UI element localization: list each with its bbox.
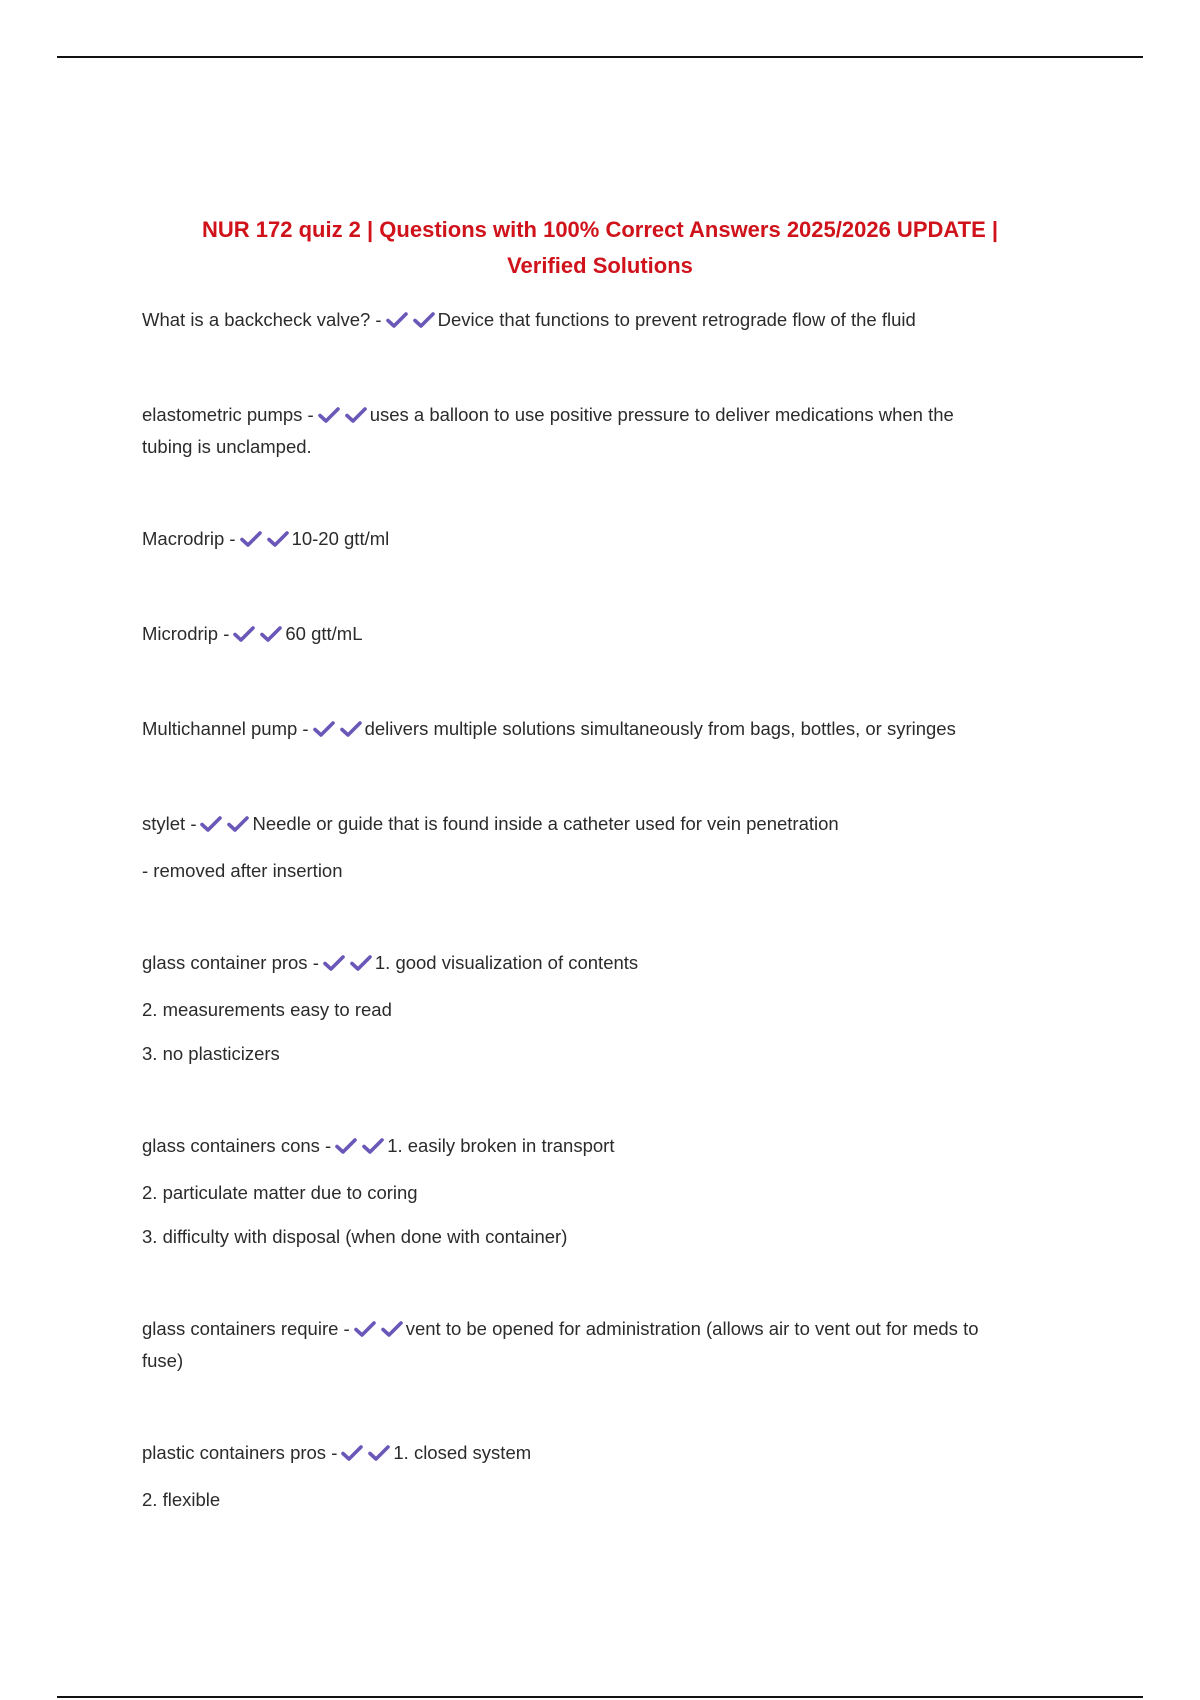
qa-entry bbox=[142, 524, 1062, 556]
qa-first-line bbox=[142, 400, 1062, 432]
checkmark-icon bbox=[362, 1137, 384, 1155]
double-check-marks bbox=[200, 812, 249, 841]
checkmark-icon bbox=[323, 954, 345, 972]
question-text: stylet - bbox=[142, 813, 197, 834]
answer-continuation: fuse) bbox=[142, 1350, 184, 1371]
checkmark-icon bbox=[313, 720, 335, 738]
checkmark-icon bbox=[381, 1320, 403, 1338]
qa-entry bbox=[142, 714, 1062, 746]
qa-entry bbox=[142, 1438, 1062, 1514]
checkmark-icon bbox=[368, 1444, 390, 1462]
checkmark-icon bbox=[413, 311, 435, 329]
question-text: glass containers cons - bbox=[142, 1135, 332, 1156]
answer-continuation: tubing is unclamped. bbox=[142, 436, 312, 457]
footer-rule bbox=[57, 1696, 1143, 1698]
qa-first-line bbox=[142, 619, 1062, 651]
qa-entry bbox=[142, 1131, 1062, 1251]
qa-first-line bbox=[142, 524, 1062, 556]
qa-entry bbox=[142, 305, 1062, 337]
qa-first-line bbox=[142, 1438, 1062, 1470]
checkmark-icon bbox=[345, 406, 367, 424]
answer-text: 60 gtt/mL bbox=[285, 623, 363, 644]
question-text: Microdrip - bbox=[142, 623, 230, 644]
checkmark-icon bbox=[318, 406, 340, 424]
question-text: glass container pros - bbox=[142, 952, 319, 973]
document-title bbox=[142, 212, 1058, 284]
checkmark-icon bbox=[233, 625, 255, 643]
qa-first-line bbox=[142, 305, 1062, 337]
header-rule bbox=[57, 56, 1143, 58]
double-check-marks bbox=[240, 527, 289, 556]
double-check-marks bbox=[313, 717, 362, 746]
checkmark-icon bbox=[335, 1137, 357, 1155]
qa-first-line bbox=[142, 1314, 1062, 1346]
qa-entry bbox=[142, 619, 1062, 651]
answer-text: 1. easily broken in transport bbox=[387, 1135, 615, 1156]
checkmark-icon bbox=[350, 954, 372, 972]
double-check-marks bbox=[233, 622, 282, 651]
question-text: elastometric pumps - bbox=[142, 404, 314, 425]
double-check-marks bbox=[341, 1441, 390, 1470]
answer-extra-line: 3. difficulty with disposal (when done with container) bbox=[142, 1226, 568, 1247]
double-check-marks bbox=[318, 403, 367, 432]
checkmark-icon bbox=[340, 720, 362, 738]
question-text: plastic containers pros - bbox=[142, 1442, 338, 1463]
qa-first-line bbox=[142, 809, 1062, 841]
answer-extra-line: 3. no plasticizers bbox=[142, 1043, 280, 1064]
qa-first-line bbox=[142, 1131, 1062, 1163]
qa-list bbox=[142, 305, 1062, 1514]
answer-extra-line: 2. flexible bbox=[142, 1489, 221, 1510]
double-check-marks bbox=[386, 308, 435, 337]
checkmark-icon bbox=[260, 625, 282, 643]
checkmark-icon bbox=[386, 311, 408, 329]
checkmark-icon bbox=[227, 815, 249, 833]
checkmark-icon bbox=[200, 815, 222, 833]
qa-first-line bbox=[142, 714, 1062, 746]
answer-extra-line: 2. measurements easy to read bbox=[142, 999, 392, 1020]
answer-text: Device that functions to prevent retrograde flow of the fluid bbox=[437, 309, 916, 330]
answer-text: vent to be opened for administration (allows air to vent out for meds to bbox=[405, 1318, 979, 1339]
qa-entry bbox=[142, 400, 1062, 461]
double-check-marks bbox=[335, 1134, 384, 1163]
answer-extra-line: - removed after insertion bbox=[142, 860, 343, 881]
qa-entry bbox=[142, 809, 1062, 885]
title-line-2: Verified Solutions bbox=[507, 253, 693, 278]
answer-text: Needle or guide that is found inside a catheter used for vein penetration bbox=[252, 813, 839, 834]
answer-text: 10-20 gtt/ml bbox=[291, 528, 390, 549]
answer-text: uses a balloon to use positive pressure to deliver medications when the bbox=[369, 404, 954, 425]
qa-entry bbox=[142, 1314, 1062, 1375]
double-check-marks bbox=[323, 951, 372, 980]
answer-text: 1. good visualization of contents bbox=[374, 952, 639, 973]
qa-first-line bbox=[142, 948, 1062, 980]
checkmark-icon bbox=[341, 1444, 363, 1462]
qa-entry bbox=[142, 948, 1062, 1068]
question-text: What is a backcheck valve? - bbox=[142, 309, 382, 330]
answer-extra-line: 2. particulate matter due to coring bbox=[142, 1182, 418, 1203]
checkmark-icon bbox=[354, 1320, 376, 1338]
question-text: Multichannel pump - bbox=[142, 718, 309, 739]
checkmark-icon bbox=[240, 530, 262, 548]
double-check-marks bbox=[354, 1317, 403, 1346]
question-text: glass containers require - bbox=[142, 1318, 350, 1339]
question-text: Macrodrip - bbox=[142, 528, 236, 549]
checkmark-icon bbox=[267, 530, 289, 548]
answer-text: 1. closed system bbox=[393, 1442, 532, 1463]
answer-text: delivers multiple solutions simultaneously from bags, bottles, or syringes bbox=[364, 718, 956, 739]
title-line-1: NUR 172 quiz 2 | Questions with 100% Correct Answers 2025/2026 UPDATE | bbox=[201, 217, 999, 242]
